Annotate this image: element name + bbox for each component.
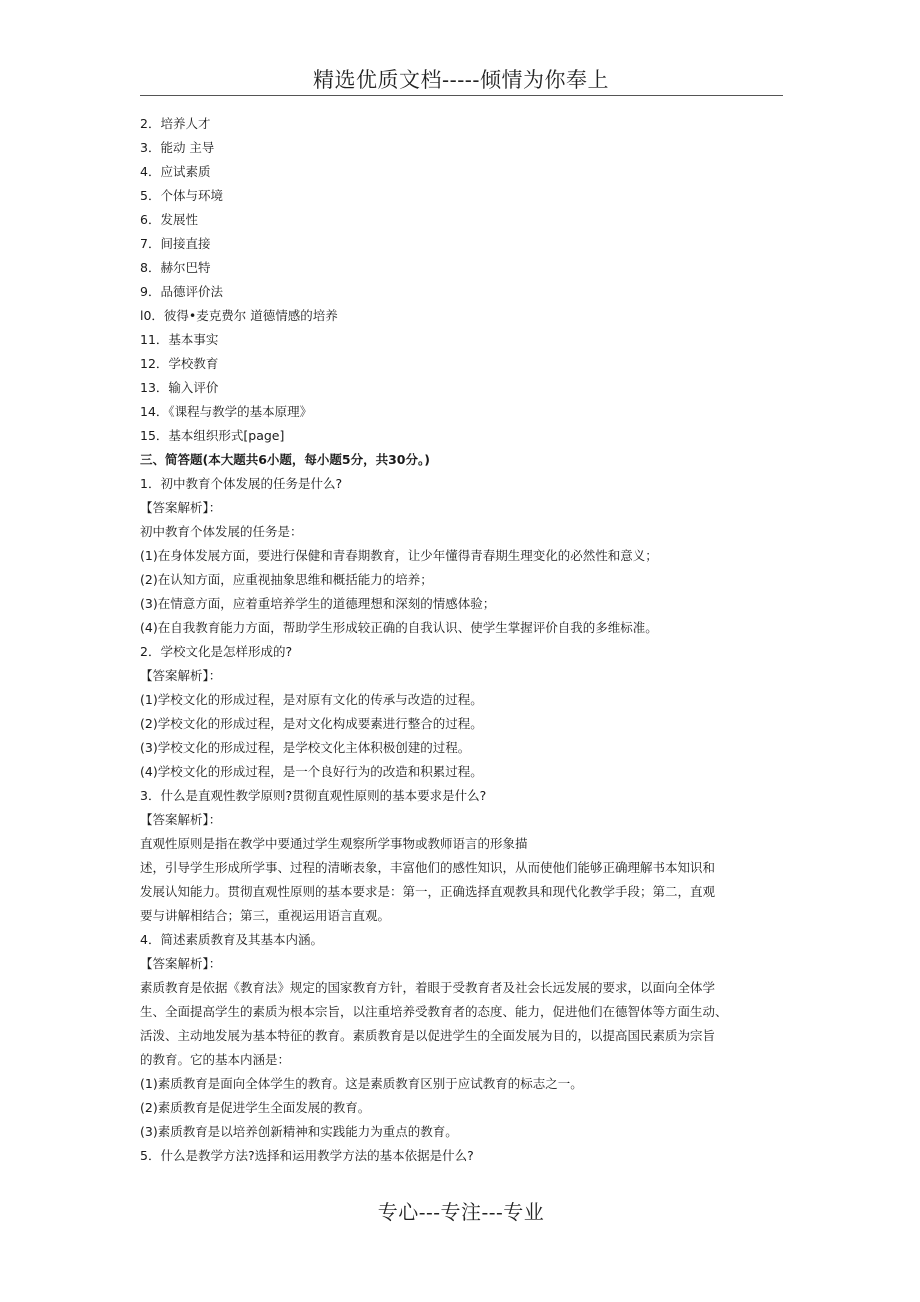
- section-heading: 三、简答题(本大题共6小题，每小题5分，共30分。): [140, 452, 430, 467]
- paragraph-line: (3)在情意方面，应着重培养学生的道德理想和深刻的情感体验；: [140, 596, 496, 611]
- answer-line: 5．个体与环境: [140, 188, 223, 203]
- question-line: 1．初中教育个体发展的任务是什么?: [140, 476, 343, 491]
- question-line: 5．什么是教学方法?选择和运用教学方法的基本依据是什么?: [140, 1148, 474, 1163]
- question-line: 3．什么是直观性教学原则?贯彻直观性原则的基本要求是什么?: [140, 788, 487, 803]
- document-body: [140, 112, 785, 1168]
- paragraph-line: (1)在身体发展方面，要进行保健和青春期教育，让少年懂得青春期生理变化的必然性和意义；: [140, 548, 658, 563]
- answer-line: 11．基本事实: [140, 332, 219, 347]
- answer-line: 8．赫尔巴特: [140, 260, 211, 275]
- paragraph-line: 发展认知能力。贯彻直观性原则的基本要求是：第一，正确选择直观教具和现代化教学手段；第二，直观: [140, 884, 716, 899]
- answer-line: 4．应试素质: [140, 164, 211, 179]
- paragraph-line: 述，引导学生形成所学事、过程的清晰表象，丰富他们的感性知识，从而使他们能够正确理解书本知识和: [140, 860, 716, 875]
- question-line: 4．简述素质教育及其基本内涵。: [140, 932, 323, 947]
- answer-line: 12．学校教育: [140, 356, 219, 371]
- paragraph-line: (3)素质教育是以培养创新精神和实践能力为重点的教育。: [140, 1124, 458, 1139]
- paragraph-line: 生、全面提高学生的素质为根本宗旨，以注重培养受教育者的态度、能力，促进他们在德智体等方面生动、: [140, 1004, 728, 1019]
- answer-line: l0．彼得•麦克费尔 道德情感的培养: [140, 308, 338, 323]
- paragraph-line: 素质教育是依据《教育法》规定的国家教育方针，着眼于受教育者及社会长远发展的要求，以面向全体学: [140, 980, 716, 995]
- paragraph-line: 初中教育个体发展的任务是：: [140, 524, 303, 539]
- answer-line: 7．间接直接: [140, 236, 211, 251]
- paragraph-line: (1)学校文化的形成过程，是对原有文化的传承与改造的过程。: [140, 692, 483, 707]
- page-footer: 专心---专注---专业: [377, 1200, 545, 1224]
- paragraph-line: 要与讲解相结合；第三，重视运用语言直观。: [140, 908, 391, 923]
- answer-line: 13．输入评价: [140, 380, 219, 395]
- answer-line: 6．发展性: [140, 212, 198, 227]
- paragraph-line: (2)在认知方面，应重视抽象思维和概括能力的培养；: [140, 572, 433, 587]
- paragraph-line: (2)学校文化的形成过程，是对文化构成要素进行整合的过程。: [140, 716, 483, 731]
- answer-label: 【答案解析】：: [140, 812, 222, 827]
- header-divider: [140, 95, 783, 96]
- paragraph-line: 直观性原则是指在教学中要通过学生观察所学事物或教师语言的形象描: [140, 836, 528, 851]
- page-header-title: 精选优质文档-----倾情为你奉上: [313, 68, 609, 92]
- answer-label: 【答案解析】：: [140, 500, 222, 515]
- paragraph-line: (2)素质教育是促进学生全面发展的教育。: [140, 1100, 371, 1115]
- answer-line: 14．《课程与教学的基本原理》: [140, 404, 313, 419]
- paragraph-line: 活泼、主动地发展为基本特征的教育。素质教育是以促进学生的全面发展为目的，以提高国民素质为宗旨: [140, 1028, 716, 1043]
- answer-label: 【答案解析】：: [140, 668, 222, 683]
- answer-line: 15．基本组织形式[page]: [140, 428, 285, 443]
- question-line: 2．学校文化是怎样形成的?: [140, 644, 293, 659]
- answer-line: 3．能动 主导: [140, 140, 215, 155]
- paragraph-line: (4)在自我教育能力方面，帮助学生形成较正确的自我认识、使学生掌握评价自我的多维标准。: [140, 620, 658, 635]
- paragraph-line: (1)素质教育是面向全体学生的教育。这是素质教育区别于应试教育的标志之一。: [140, 1076, 583, 1091]
- answer-line: 2．培养人才: [140, 116, 211, 131]
- paragraph-line: 的教育。它的基本内涵是：: [140, 1052, 291, 1067]
- answer-label: 【答案解析】：: [140, 956, 222, 971]
- paragraph-line: (4)学校文化的形成过程，是一个良好行为的改造和积累过程。: [140, 764, 483, 779]
- paragraph-line: (3)学校文化的形成过程，是学校文化主体积极创建的过程。: [140, 740, 471, 755]
- answer-line: 9．品德评价法: [140, 284, 223, 299]
